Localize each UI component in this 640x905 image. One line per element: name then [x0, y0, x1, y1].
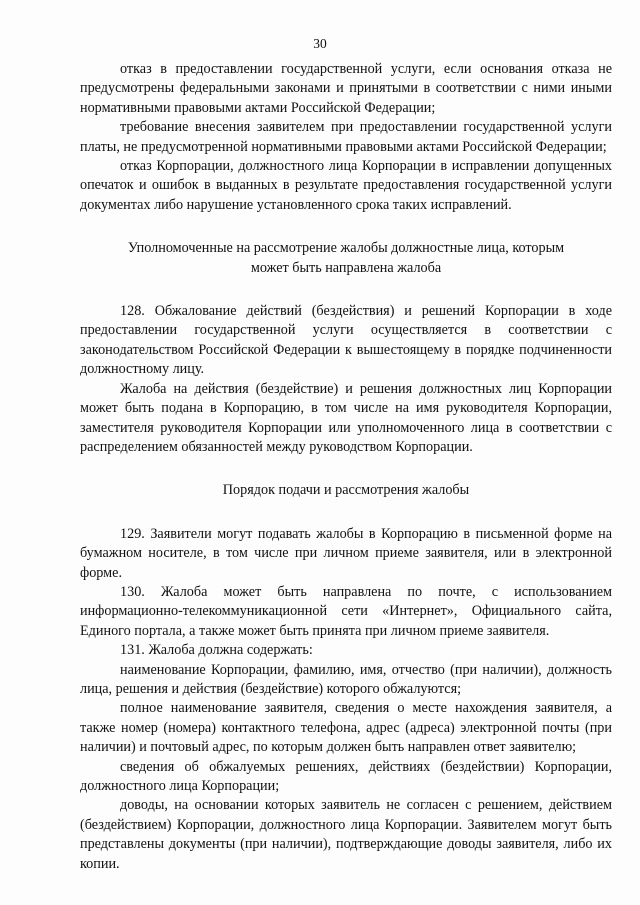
section-heading: Уполномоченные на рассмотрение жалобы должностные лица, которым может быть направлена жалоба — [127, 240, 565, 276]
paragraph: отказ в предоставлении государственной услуги, если основания отказа не предусмотрены федеральными законами и принятыми в соответствии с ними иными нормативными правовыми актами Российской Федерации; — [80, 61, 612, 116]
paragraph: 128. Обжалование действий (бездействия) и решений Корпорации в ходе предоставлении государственной услуги осуществляется в соответствии с законодательством Российской Федерации к вышестоящему в порядке подчиненности должностному лицу. — [80, 303, 612, 378]
paragraph: полное наименование заявителя, сведения о месте нахождения заявителя, а также номер (номера) контактного телефона, адрес (адреса) электронной почты (при наличии) и почтовый адрес, по которым должен быть направлен ответ заявителю; — [80, 700, 612, 756]
paragraph: 131. Жалоба должна содержать: — [120, 642, 313, 659]
document-body — [80, 60, 612, 874]
paragraph: отказ Корпорации, должностного лица Корпорации в исправлении допущенных опечаток и ошибок в выданных в результате предоставления государственной услуги документах либо нарушение установленного срока таких исправлений. — [80, 158, 612, 213]
paragraph: 130. Жалоба может быть направлена по почте, с использованием информационно-телекоммуникационной сети «Интернет», Официального сайта, Единого портала, а также может быть принята при личном приеме заявителя. — [80, 583, 612, 639]
page-number: 30 — [313, 36, 327, 51]
section-heading: Порядок подачи и рассмотрения жалобы — [222, 482, 470, 499]
paragraph: 129. Заявители могут подавать жалобы в Корпорацию в письменной форме на бумажном носителе, в том числе при личном приеме заявителя, или в электронной форме. — [80, 525, 612, 581]
paragraph: доводы, на основании которых заявитель не согласен с решением, действием (бездействием) Корпорации, должностного лица Корпорации. Заявителем могут быть представлены документы (при наличии), подтверждающие доводы заявителя, либо их копии. — [80, 797, 612, 872]
paragraph: наименование Корпорации, фамилию, имя, отчество (при наличии), должность лица, решения и действия (бездействие) которого обжалуются; — [80, 661, 612, 697]
paragraph: сведения об обжалуемых решениях, действиях (бездействии) Корпорации, должностного лица Корпорации; — [80, 758, 612, 794]
paragraph: требование внесения заявителем при предоставлении государственной услуги платы, не предусмотренной нормативными правовыми актами Российской Федерации; — [80, 119, 612, 155]
paragraph: Жалоба на действия (бездействие) и решения должностных лиц Корпорации может быть подана в Корпорацию, в том числе на имя руководителя Корпорации, заместителя руководителя Корпорации или уполномоченного лица в соответствии с распределением обязанностей между руководством Корпорации. — [80, 380, 612, 455]
